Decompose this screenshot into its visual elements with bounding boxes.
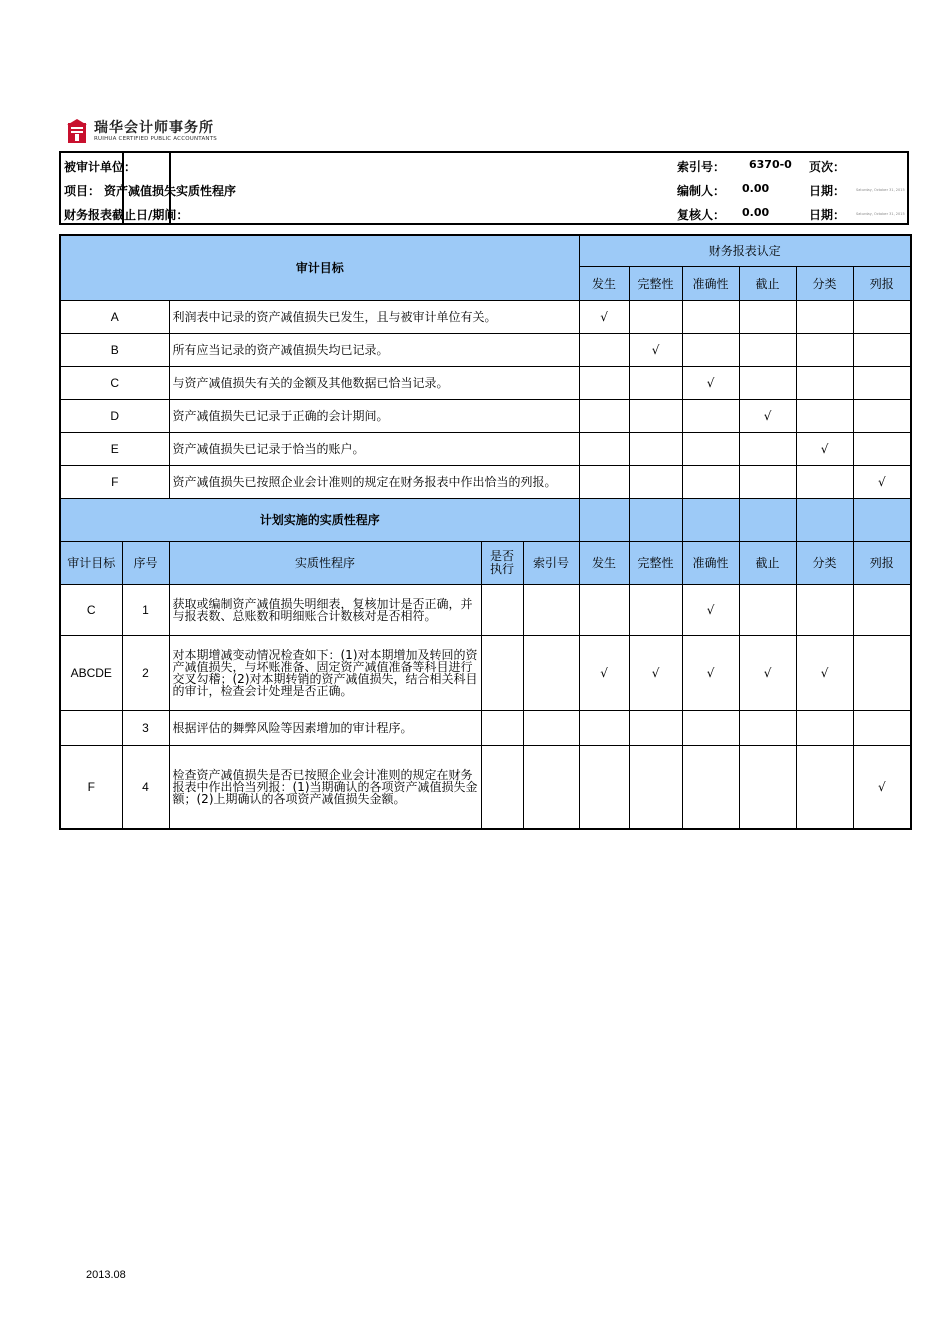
assertion-check-cell — [796, 300, 853, 333]
assertion-header: 准确性 — [682, 541, 739, 584]
procedure-text: 根据评估的舞弊风险等因素增加的审计程序。 — [169, 710, 481, 745]
objectives-header-row — [60, 235, 911, 266]
assertion-check-cell — [853, 635, 911, 710]
procedure-index — [523, 710, 579, 745]
procedures-header-row — [60, 541, 911, 584]
assertion-check-cell — [579, 399, 629, 432]
objective-row — [60, 465, 911, 498]
preparer-label: 编制人： — [677, 184, 726, 198]
objective-code: D — [60, 399, 169, 432]
procedure-row — [60, 635, 911, 710]
objective-text: 所有应当记录的资产减值损失均已记录。 — [169, 333, 579, 366]
objective-row — [60, 333, 911, 366]
assertion-check-cell — [739, 333, 796, 366]
assertion-check-cell — [682, 333, 739, 366]
assertion-check-cell — [739, 432, 796, 465]
objectives-title: 审计目标 — [60, 235, 579, 300]
assertion-check-cell — [579, 333, 629, 366]
procedure-index — [523, 745, 579, 829]
objective-code: F — [60, 465, 169, 498]
firm-name: 瑞华会计师事务所 — [94, 120, 214, 137]
assertion-check-cell — [682, 432, 739, 465]
procedure-text: 对本期增减变动情况检查如下：(1)对本期增加及转回的资产减值损失，与坏账准备、固定资产减值准备等科目进行交叉勾稽；(2)对本期转销的资产减值损失，结合相关科目的审计，检查会计处理是否正确。 — [169, 635, 481, 710]
assertion-check-cell — [682, 399, 739, 432]
assertion-check-cell — [579, 432, 629, 465]
objective-code: E — [60, 432, 169, 465]
procedure-seq: 2 — [122, 635, 169, 710]
client-label: 被审计单位： — [64, 160, 137, 174]
objective-code: B — [60, 333, 169, 366]
firm-name-en: RUIHUA CERTIFIED PUBLIC ACCOUNTANTS — [94, 136, 217, 143]
blank-header-cell — [682, 498, 739, 541]
assertion-check-cell — [853, 399, 911, 432]
assertion-check-cell — [853, 584, 911, 635]
blank-header-cell — [579, 498, 629, 541]
assertion-check-cell — [739, 745, 796, 829]
procedure-column-header: 实质性程序 — [169, 541, 481, 584]
assertion-check-cell — [853, 300, 911, 333]
procedures-title: 计划实施的实质性程序 — [60, 498, 579, 541]
assertion-check-cell — [796, 366, 853, 399]
procedure-row — [60, 584, 911, 635]
procedure-objective: ABCDE — [60, 635, 122, 710]
assertion-check-cell — [739, 366, 796, 399]
assertion-check-cell — [629, 745, 682, 829]
assertion-header: 截止 — [739, 541, 796, 584]
firm-emblem-icon — [66, 119, 88, 145]
procedures-title-row — [60, 498, 911, 541]
project-label: 项目： — [64, 184, 101, 198]
assertion-check-cell — [796, 584, 853, 635]
assertion-check-cell — [629, 432, 682, 465]
assertion-check-cell — [796, 432, 853, 465]
assertion-check-cell — [579, 465, 629, 498]
assertion-check-cell — [629, 399, 682, 432]
assertion-check-cell — [629, 584, 682, 635]
assertion-check-cell — [682, 465, 739, 498]
objective-row — [60, 300, 911, 333]
check-mark: √ — [651, 342, 660, 357]
objective-text: 资产减值损失已记录于正确的会计期间。 — [169, 399, 579, 432]
procedure-executed — [481, 745, 523, 829]
procedure-objective: F — [60, 745, 122, 829]
procedure-index — [523, 584, 579, 635]
check-mark: √ — [877, 779, 886, 794]
check-mark: √ — [706, 665, 715, 680]
check-mark: √ — [600, 665, 608, 680]
assertion-check-cell — [739, 710, 796, 745]
workpaper-header — [59, 151, 909, 225]
assertion-check-cell — [853, 333, 911, 366]
objective-text: 资产减值损失已按照企业会计准则的规定在财务报表中作出恰当的列报。 — [169, 465, 579, 498]
procedure-row — [60, 710, 911, 745]
assertion-check-cell — [629, 366, 682, 399]
assertion-check-cell — [682, 710, 739, 745]
prepared-date-value: Saturday, October 31, 2015 — [856, 188, 905, 192]
assertion-check-cell — [853, 745, 911, 829]
assertion-header: 分类 — [796, 541, 853, 584]
check-mark: √ — [820, 665, 829, 680]
page-label: 页次： — [809, 160, 846, 174]
assertion-check-cell — [579, 584, 629, 635]
assertion-check-cell — [739, 465, 796, 498]
executed-column-header: 是否执行 — [481, 541, 523, 584]
assertion-check-cell — [796, 745, 853, 829]
objective-code: C — [60, 366, 169, 399]
assertion-check-cell — [629, 635, 682, 710]
assertion-check-cell — [579, 366, 629, 399]
firm-logo — [66, 118, 217, 146]
procedure-row — [60, 745, 911, 829]
reviewer-label: 复核人： — [677, 208, 726, 222]
objective-code: A — [60, 300, 169, 333]
assertion-check-cell — [579, 635, 629, 710]
blank-header-cell — [629, 498, 682, 541]
index-label: 索引号： — [677, 160, 726, 174]
assertion-check-cell — [796, 399, 853, 432]
objective-text: 与资产减值损失有关的金额及其他数据已恰当记录。 — [169, 366, 579, 399]
assertion-check-cell — [739, 399, 796, 432]
period-label: 财务报表截止日/期间： — [64, 208, 189, 222]
objective-row — [60, 399, 911, 432]
assertion-check-cell — [853, 432, 911, 465]
procedure-objective: C — [60, 584, 122, 635]
blank-header-cell — [853, 498, 911, 541]
check-mark: √ — [877, 474, 886, 489]
objective-text: 利润表中记录的资产减值损失已发生，且与被审计单位有关。 — [169, 300, 579, 333]
objective-row — [60, 366, 911, 399]
check-mark: √ — [706, 375, 715, 390]
assertion-header: 分类 — [796, 266, 853, 300]
assertion-check-cell — [629, 465, 682, 498]
blank-header-cell — [796, 498, 853, 541]
procedure-seq: 3 — [122, 710, 169, 745]
assertion-check-cell — [739, 584, 796, 635]
seq-column-header: 序号 — [122, 541, 169, 584]
prepared-date-label: 日期： — [809, 184, 846, 198]
procedure-seq: 1 — [122, 584, 169, 635]
index-column-header: 索引号 — [523, 541, 579, 584]
objective-row — [60, 432, 911, 465]
audit-program-table — [59, 234, 912, 830]
assertion-check-cell — [796, 333, 853, 366]
index-value: 6370-0 — [749, 158, 792, 171]
assertion-check-cell — [682, 635, 739, 710]
assertion-check-cell — [796, 465, 853, 498]
assertion-check-cell — [853, 366, 911, 399]
assertions-title: 财务报表认定 — [579, 235, 911, 266]
assertion-header: 发生 — [579, 266, 629, 300]
version-footer: 2013.08 — [86, 1269, 126, 1281]
procedure-text: 检查资产减值损失是否已按照企业会计准则的规定在财务报表中作出恰当列报：(1)当期确认的各项资产减值损失金额；(2)上期确认的各项资产减值损失金额。 — [169, 745, 481, 829]
check-mark: √ — [706, 602, 715, 617]
check-mark: √ — [763, 408, 772, 423]
reviewed-date-value: Saturday, October 31, 2015 — [856, 212, 905, 216]
assertion-header: 截止 — [739, 266, 796, 300]
assertion-check-cell — [682, 745, 739, 829]
assertion-check-cell — [853, 465, 911, 498]
assertion-header: 完整性 — [629, 541, 682, 584]
assertion-header: 准确性 — [682, 266, 739, 300]
procedure-seq: 4 — [122, 745, 169, 829]
procedure-objective — [60, 710, 122, 745]
check-mark: √ — [763, 665, 772, 680]
check-mark: √ — [600, 309, 608, 324]
check-mark: √ — [651, 665, 660, 680]
assertion-check-cell — [629, 333, 682, 366]
reviewed-date-label: 日期： — [809, 208, 846, 222]
assertion-check-cell — [579, 710, 629, 745]
assertion-check-cell — [579, 300, 629, 333]
assertion-check-cell — [682, 366, 739, 399]
procedure-index — [523, 635, 579, 710]
check-mark: √ — [820, 441, 829, 456]
assertion-check-cell — [629, 300, 682, 333]
assertion-check-cell — [682, 584, 739, 635]
procedure-executed — [481, 635, 523, 710]
assertion-header: 列报 — [853, 541, 911, 584]
assertion-check-cell — [629, 710, 682, 745]
procedure-text: 获取或编制资产减值损失明细表，复核加计是否正确，并与报表数、总账数和明细账合计数核对是否相符。 — [169, 584, 481, 635]
assertion-check-cell — [579, 745, 629, 829]
project-value: 资产减值损失实质性程序 — [104, 184, 237, 198]
assertion-header: 发生 — [579, 541, 629, 584]
assertion-check-cell — [853, 710, 911, 745]
preparer-value: 0.00 — [742, 182, 770, 195]
assertion-check-cell — [796, 710, 853, 745]
assertion-check-cell — [739, 635, 796, 710]
assertion-check-cell — [796, 635, 853, 710]
objective-column-header: 审计目标 — [60, 541, 122, 584]
blank-header-cell — [739, 498, 796, 541]
reviewer-value: 0.00 — [742, 206, 770, 219]
assertion-header: 列报 — [853, 266, 911, 300]
objective-text: 资产减值损失已记录于恰当的账户。 — [169, 432, 579, 465]
procedure-executed — [481, 710, 523, 745]
assertion-check-cell — [739, 300, 796, 333]
assertion-check-cell — [682, 300, 739, 333]
assertion-header: 完整性 — [629, 266, 682, 300]
procedure-executed — [481, 584, 523, 635]
